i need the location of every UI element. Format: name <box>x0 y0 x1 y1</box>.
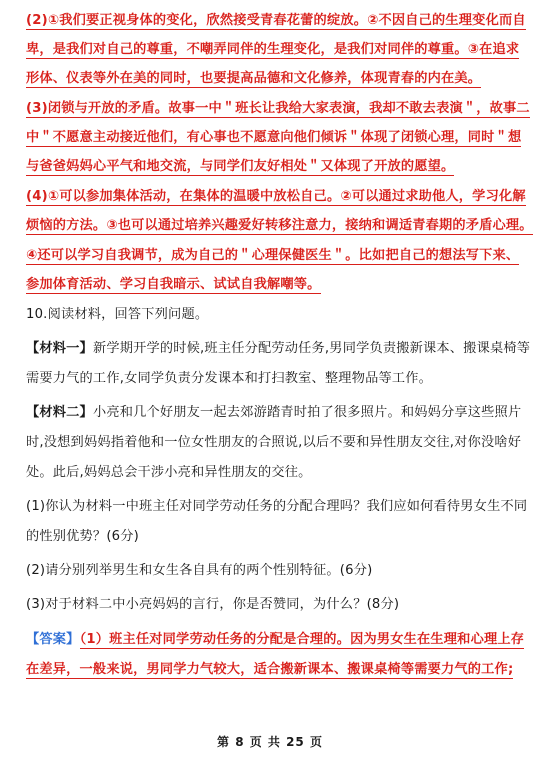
material-one-line: 需要力气的工作,女同学负责分发课本和打扫教室、整理物品等工作。 <box>26 371 433 386</box>
material-two-line: 时,没想到妈妈指着他和一位女性朋友的合照说,以后不要和异性朋友交往,对你没啥好 <box>26 435 522 450</box>
page-footer: 第 8 页 共 25 页 <box>217 735 323 749</box>
answer-line: 卑，是我们对自己的尊重，不嘲弄同伴的生理变化，是我们对同伴的尊重。③在追求 <box>26 42 520 57</box>
answer-line: 在差异，一般来说，男同学力气较大，适合搬新课本、搬课桌椅等需要力气的工作; <box>26 662 514 677</box>
material-one-line: 【材料一】新学期开学的时候,班主任分配劳动任务,男同学负责搬新课本、搬课桌椅等 <box>26 341 531 356</box>
material-one-tag: 【材料一】 <box>26 341 93 356</box>
answer-line: 与爸爸妈妈心平气和地交流，与同学们友好相处＂又体现了开放的愿望。 <box>26 159 455 174</box>
answer-line: 参加体育活动、学习自我暗示、试试自我解嘲等。 <box>26 277 321 292</box>
answer-line: 【答案】（1）班主任对同学劳动任务的分配是合理的。因为男女生在生理和心理上存 <box>26 632 525 647</box>
answer-line: 形体、仪表等外在美的同时，也要提高品德和文化修养，体现青春的内在美。 <box>26 71 482 86</box>
answer-tag: 【答案】 <box>26 632 80 647</box>
question-3: (3)对于材料二中小亮妈妈的言行，你是否赞同，为什么？(8分) <box>26 597 400 612</box>
material-two-line: 处。此后,妈妈总会干涉小亮和异性朋友的交往。 <box>26 465 312 480</box>
material-two-line: 【材料二】小亮和几个好朋友一起去郊游踏青时拍了很多照片。和妈妈分享这些照片 <box>26 405 522 420</box>
question-1: 的性别优势？(6分) <box>26 529 139 544</box>
answer-line: 烦恼的方法。③也可以通过培养兴趣爱好转移注意力，接纳和调适青春期的矛盾心理。 <box>26 218 533 233</box>
question-1: (1)你认为材料一中班主任对同学劳动任务的分配合理吗？我们应如何看待男女生不同 <box>26 499 528 514</box>
question-intro: 10.阅读材料，回答下列问题。 <box>26 307 209 322</box>
question-2: (2)请分别列举男生和女生各自具有的两个性别特征。(6分) <box>26 563 373 578</box>
answer-line: (2)①我们要正视身体的变化，欣然接受青春花蕾的绽放。②不因自己的生理变化而自 <box>26 13 526 28</box>
answer-line: ④还可以学习自我调节，成为自己的＂心理保健医生＂。比如把自己的想法写下来、 <box>26 248 520 263</box>
answer-line: (4)①可以参加集体活动，在集体的温暖中放松自己。②可以通过求助他人，学习化解 <box>26 189 526 204</box>
answer-line: 中＂不愿意主动接近他们，有心事也不愿意向他们倾诉＂体现了闭锁心理，同时＂想 <box>26 130 522 145</box>
answer-line: (3)闭锁与开放的矛盾。故事一中＂班长让我给大家表演，我却不敢去表演＂，故事二 <box>26 101 530 116</box>
material-two-tag: 【材料二】 <box>26 405 93 420</box>
